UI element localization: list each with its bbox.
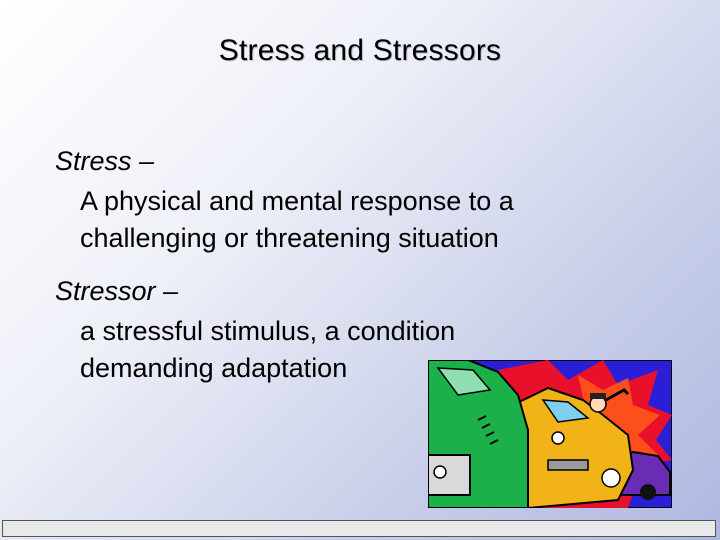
traffic-jam-clipart-icon — [428, 360, 672, 508]
definition-stress-line-1: A physical and mental response to a — [80, 186, 514, 216]
definition-stress — [80, 183, 640, 257]
definition-stress-line-2: challenging or threatening situation — [80, 223, 499, 253]
slide-title: Stress and Stressors — [218, 34, 502, 67]
bottom-bar — [2, 520, 716, 537]
definition-stressor-line-1: a stressful stimulus, a condition — [80, 316, 456, 346]
definition-stressor-line-2: demanding adaptation — [80, 353, 348, 383]
term-stress: Stress – — [55, 146, 155, 176]
term-stressor: Stressor – — [55, 276, 179, 306]
